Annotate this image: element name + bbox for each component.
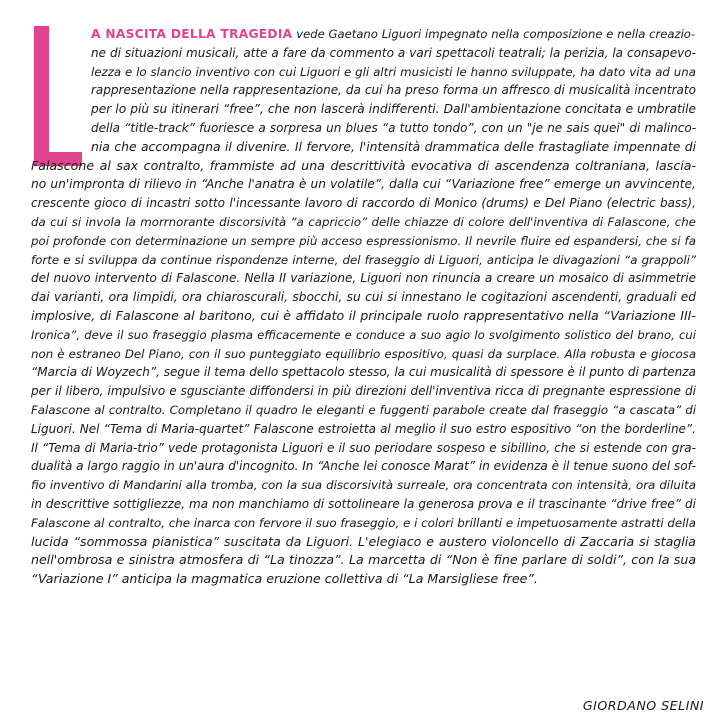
paragraph-line: Ironica”, deve il suo fraseggio plasma efficacemente e conduce a suo agio lo svolgimento solistico del brano, cui — [31, 327, 696, 342]
paragraph-line: rappresentazione nella rappresentazione, da cui ha preso forma un affresco di musicalità incentrato — [91, 83, 696, 98]
paragraph-line: Falascone al contralto, che inarca con fervore il suo fraseggio, e i colori brillanti e impetuosamente astratti della — [31, 515, 696, 530]
article-heading: A NASCITA DELLA TRAGEDIA — [91, 27, 293, 41]
paragraph-line: lezza e lo slancio inventivo con cui Liguori e gli altri musicisti le hanno sviluppate, ha dato vita ad una — [91, 64, 696, 79]
first-line — [91, 25, 696, 43]
paragraph-line: nell'ombrosa e sinistra atmosfera di “La tinozza”. La marcetta di “Non è fine parlare di soldi”, con la sua — [31, 552, 696, 568]
drop-cap-stem — [34, 26, 49, 166]
paragraph-line: poi profonde con determinazione un sempre più acceso espressionismo. Il nevrile fluire ed espandersi, che si fa — [31, 233, 696, 248]
paragraph-line: implosive, di Falascone al baritono, cui è affidato il principale ruolo rappresentativo nella “Variazione III- — [31, 308, 696, 323]
paragraph-line: da cui si invola la morrnorante discorsività “a capriccio” delle chiazze di colore dell'inventiva di Falascone, che — [31, 215, 696, 229]
paragraph-line: forte e si sviluppa da continue rispondenze interne, del fraseggio di Liguori, anticipa le divagazioni “a grappoli” — [31, 252, 696, 267]
paragraph-line: in descrittive sottigliezze, ma non manchiamo di sottolineare la generosa prova e il trascinante “drive free” di — [31, 497, 696, 511]
paragraph-line: nia che accompagna il divenire. Il fervore, l'intensità drammatica delle frastagliate impennate di — [91, 138, 696, 154]
paragraph-line: della “title-track” fuoriesce a sorpresa un blues “a tutto tondo”, con un "je ne sais quei" di malinco- — [91, 121, 696, 135]
paragraph-line: Liguori. Nel “Tema di Maria-quartet” Falascone estroietta al meglio il suo estro espositivo “on the borderline”. — [31, 421, 696, 436]
paragraph-line: per lo più su itinerari “free”, che non lascerà indifferenti. Dall'ambientazione concitata e umbratile — [91, 102, 696, 117]
paragraph-line: no un'impronta di rilievo in “Anche l'anatra è un volatile”, dalla cui “Variazione free” emerge un avvincente, — [31, 177, 696, 192]
paragraph-line: dai varianti, ora limpidi, ora chiaroscurali, sbocchi, su cui si innestano le cogitazioni ascendenti, graduali ed — [31, 290, 696, 305]
paragraph-line: per il libero, impulsivo e sgusciante diffondersi in più direzioni dell'inventiva ricca di pregnante espressione di — [31, 384, 696, 399]
paragraph-line: Falascone al contralto. Completano il quadro le eleganti e fuggenti parabole create dal fraseggio “a cascata” di — [31, 403, 696, 417]
first-line-text: vede Gaetano Liguori impegnato nella composizione e nella creazio- — [292, 27, 696, 41]
paragraph-line: lucida “sommossa pianistica” suscitata da Liguori. L'elegiaco e austero violoncello di Zaccaria si staglia — [31, 533, 696, 549]
paragraph-line: non è estraneo Del Piano, con il suo punteggiato equilibrio espositivo, quasi da surplace. Alla robusta e giocosa — [31, 346, 696, 361]
paragraph-line: “Variazione I” anticipa la magmatica eruzione collettiva di “La Marsigliese free”. — [31, 571, 538, 587]
author-signature: GIORDANO SELINI — [582, 698, 704, 713]
paragraph-line: crescente gioco di incastri sotto l'incessante lavoro di raccordo di Monico (drums) e Del Piano (electric bass), — [31, 196, 696, 211]
paragraph-line: “Marcia di Woyzech”, segue il tema dello spettacolo stesso, la cui musicalità di spessore è il punto di partenza — [31, 365, 696, 380]
paragraph-line: ne di situazioni musicali, atte a fare da commento a vari spettacoli teatrali; la perizia, la consapevo- — [91, 45, 696, 60]
paragraph-line: Falascone al sax contralto, frammiste ad una descrittività evocativa di ascendenza coltraniana, lascia- — [31, 157, 696, 173]
paragraph-line: del nuovo intervento di Falascone. Nella II variazione, Liguori non rinuncia a creare un mosaico di asimmetrie — [31, 271, 696, 286]
paragraph-line: fio inventivo di Mandarini alla tromba, con la sua discorsività surreale, ora concentrata con intensità, ora diluita — [31, 478, 696, 493]
drop-cap-letter-l — [34, 26, 82, 166]
paragraph-line: Il “Tema di Maria-trio” vede protagonista Liguori e il suo periodare sospeso e sibillino, che si estende con gra- — [31, 440, 696, 455]
paragraph-line: dualità a largo raggio in un'aura d'incognito. In “Anche lei conosce Marat” in evidenza è il tenue suono del sof- — [31, 459, 696, 474]
